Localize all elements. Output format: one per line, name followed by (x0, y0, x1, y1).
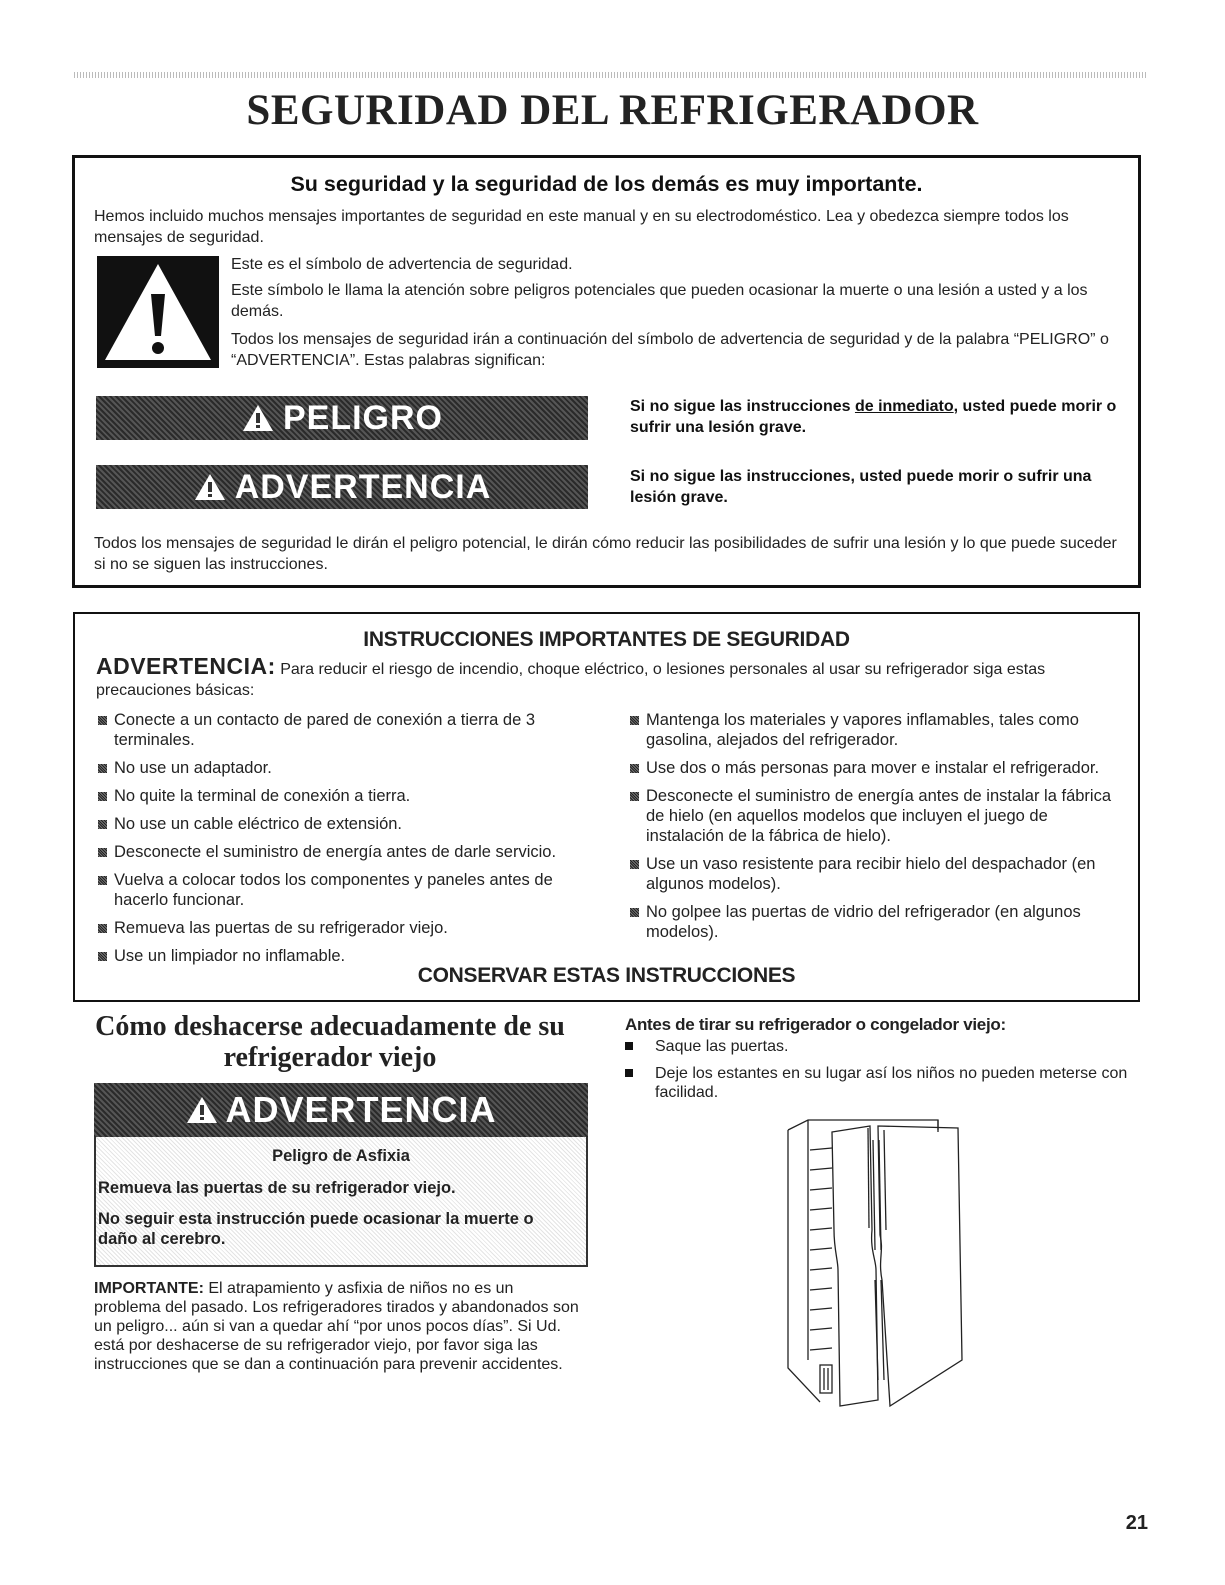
left-precautions-list (96, 710, 596, 974)
advertencia-signal-bar (96, 465, 588, 509)
disposal-signal-bar (94, 1083, 588, 1137)
list-item: Use un limpiador no inflamable. (96, 946, 596, 966)
hazard-label: Peligro de Asfixia (272, 1147, 410, 1165)
list-item: Desconecte el suministro de energía antes de darle servicio. (96, 842, 596, 862)
safety-intro-box (72, 155, 1141, 588)
list-item: Deje los estantes en su lugar así los niños no pueden meterse con facilidad. (625, 1064, 1137, 1102)
safety-intro-text: Hemos incluido muchos mensajes importantes de seguridad en este manual y en su electrodoméstico. Lea y obedezca siempre todos los mensajes de seguridad. (94, 208, 1069, 246)
list-item: No use un cable eléctrico de extensión. (96, 814, 596, 834)
hazard-instruction: Remueva las puertas de su refrigerador viejo. (98, 1179, 456, 1197)
peligro-desc-after: , usted puede morir o sufrir una lesión grave. (630, 398, 1117, 436)
save-instructions-footer: CONSERVAR ESTAS INSTRUCCIONES (417, 964, 796, 987)
list-item: No use un adaptador. (96, 758, 596, 778)
alert-triangle-icon (97, 256, 219, 368)
list-item: Mantenga los materiales y vapores inflamables, tales como gasolina, alejados del refrigerador. (628, 710, 1123, 750)
page-title: SEGURIDAD DEL REFRIGERADOR (246, 87, 979, 134)
alert-triangle-icon (185, 1095, 219, 1125)
list-item: No golpee las puertas de vidrio del refrigerador (en algunos modelos). (628, 902, 1123, 942)
alert-triangle-icon (193, 472, 227, 502)
important-instructions-box (73, 612, 1140, 1002)
right-precautions-list (628, 710, 1123, 950)
top-rule (74, 72, 1146, 78)
lead-text: Para reducir el riesgo de incendio, choque eléctrico, o lesiones personales al usar su refrigerador siga estas precauciones básicas: (96, 661, 1046, 699)
symbol-line-1: Este es el símbolo de advertencia de seguridad. (231, 256, 573, 273)
alert-triangle-icon (241, 403, 275, 433)
before-disposal-heading: Antes de tirar su refrigerador o congelador viejo: (625, 1015, 1006, 1034)
disposal-warning-box (94, 1083, 588, 1267)
peligro-signal-bar (96, 396, 588, 440)
refrigerator-illustration (780, 1110, 980, 1410)
peligro-desc-before: Si no sigue las instrucciones (630, 398, 855, 415)
list-item: Desconecte el suministro de energía antes de instalar la fábrica de hielo (en aquellos modelos que incluyen el juego de instalación de la fábrica de hielo). (628, 786, 1123, 846)
advertencia-description: Si no sigue las instrucciones, usted puede morir o sufrir una lesión grave. (630, 468, 1092, 506)
list-item: No quite la terminal de conexión a tierra. (96, 786, 596, 806)
list-item: Remueva las puertas de su refrigerador viejo. (96, 918, 596, 938)
important-paragraph (94, 1279, 584, 1374)
safety-alert-symbol (97, 256, 219, 368)
list-item: Saque las puertas. (625, 1037, 1137, 1056)
disposal-title: Cómo deshacerse adecuadamente de su refrigerador viejo (95, 1011, 565, 1073)
peligro-description (630, 396, 1120, 438)
safety-heading: Su seguridad y la seguridad de los demás es muy importante. (290, 172, 923, 196)
instructions-lead (96, 653, 1126, 701)
hazard-consequence: No seguir esta instrucción puede ocasionar la muerte o daño al cerebro. (98, 1210, 534, 1248)
symbol-line-2: Este símbolo le llama la atención sobre peligros potenciales que pueden ocasionar la muerte o una lesión a usted y a los demás. (231, 282, 1088, 320)
symbol-line-3: Todos los mensajes de seguridad irán a continuación del símbolo de advertencia de seguridad y de la palabra “PELIGRO” o “ADVERTENCIA”. Estas palabras significan: (231, 331, 1109, 369)
peligro-desc-underlined: de inmediato (854, 398, 954, 415)
safety-closing-text: Todos los mensajes de seguridad le dirán el peligro potencial, le dirán cómo reducir las posibilidades de sufrir una lesión y lo que puede suceder si no se siguen las instrucciones. (94, 535, 1117, 573)
lead-label: ADVERTENCIA: (96, 653, 276, 679)
list-item: Use un vaso resistente para recibir hielo del despachador (en algunos modelos). (628, 854, 1123, 894)
list-item: Vuelva a colocar todos los componentes y paneles antes de hacerlo funcionar. (96, 870, 596, 910)
important-body: El atrapamiento y asfixia de niños no es un problema del pasado. Los refrigeradores tirados y abandonados son un peligro... aún si van a quedar ahí “por unos pocos días”. Si Ud. está por deshacerse de su refrigerador viejo, por favor siga las instrucciones que se dan a continuación para prevenir accidentes. (94, 1280, 579, 1373)
before-disposal-list (625, 1037, 1137, 1110)
advertencia-label: ADVERTENCIA (234, 467, 492, 506)
peligro-label: PELIGRO (282, 398, 444, 437)
list-item: Conecte a un contacto de pared de conexión a tierra de 3 terminales. (96, 710, 596, 750)
instructions-heading: INSTRUCCIONES IMPORTANTES DE SEGURIDAD (363, 628, 850, 651)
disposal-warning-label: ADVERTENCIA (225, 1089, 497, 1130)
page-number: 21 (1125, 1512, 1148, 1534)
list-item: Use dos o más personas para mover e instalar el refrigerador. (628, 758, 1123, 778)
important-label: IMPORTANTE: (94, 1280, 204, 1297)
